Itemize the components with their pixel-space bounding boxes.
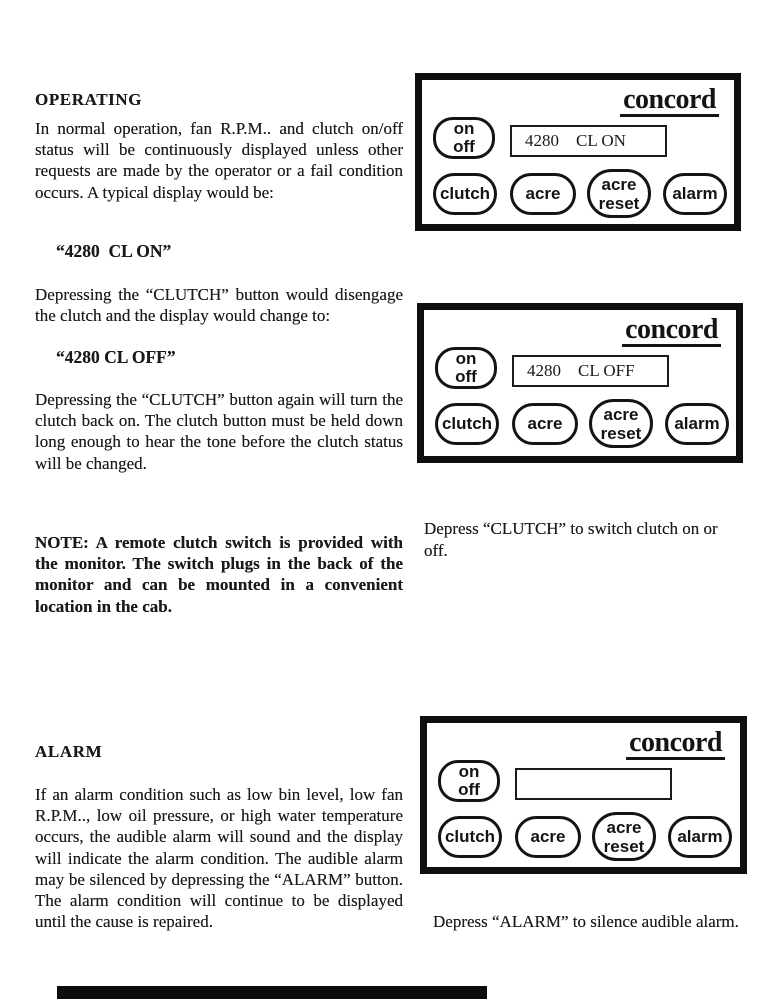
alarm-button: alarm: [663, 173, 727, 215]
on-off-button: on off: [438, 760, 500, 802]
acre-button: acre: [512, 403, 578, 445]
caption-clutch: Depress “CLUTCH” to switch clutch on or off.: [424, 519, 718, 560]
clutch-button: clutch: [435, 403, 499, 445]
alarm-paragraph: If an alarm condition such as low bin level, low fan R.P.M.., low oil pressure, or high water temperature occurs, the audible alarm will sound and the display will indicate the alarm condition. The audible alarm may be silenced by depressing the “ALARM” button. The alarm condition will continue to be displayed until the cause is repaired.: [35, 785, 403, 932]
concord-logo: concord: [620, 85, 719, 117]
acre-reset-button: acre reset: [592, 812, 656, 861]
note-paragraph: NOTE: A remote clutch switch is provided with the monitor. The switch plugs in the back of the monitor and can be mounted in a convenient location in the cab.: [35, 533, 403, 616]
on-off-button: on off: [433, 117, 495, 159]
operating-heading: OPERATING: [35, 90, 143, 109]
alarm-heading: ALARM: [35, 742, 103, 761]
alarm-button: alarm: [668, 816, 732, 858]
display-example-off: “4280 CL OFF”: [56, 347, 176, 367]
acre-button: acre: [510, 173, 576, 215]
monitor-panel-blank: [420, 716, 747, 874]
concord-logo: concord: [622, 315, 721, 347]
clutch-button: clutch: [433, 173, 497, 215]
monitor-panel-cl-off: [417, 303, 743, 463]
operating-intro-paragraph: In normal operation, fan R.P.M.. and clutch on/off status will be continuously displayed unless other requests are made by the operator or a fail condition occurs. A typical display would be:: [35, 119, 403, 202]
acre-button: acre: [515, 816, 581, 858]
concord-logo: concord: [626, 728, 725, 760]
alarm-button: alarm: [665, 403, 729, 445]
clutch-on-paragraph: Depressing the “CLUTCH” button again will turn the clutch back on. The clutch button must be held down long enough to hear the tone before the clutch status will be changed.: [35, 390, 403, 473]
clutch-button: clutch: [438, 816, 502, 858]
clutch-off-paragraph: Depressing the “CLUTCH” button would disengage the clutch and the display would change to:: [35, 285, 403, 326]
scan-artifact-bar: [57, 986, 487, 999]
acre-reset-button: acre reset: [587, 169, 651, 218]
monitor-panel-cl-on: [415, 73, 741, 231]
caption-alarm: Depress “ALARM” to silence audible alarm.: [433, 912, 739, 931]
display-example-on: “4280 CL ON”: [56, 241, 172, 261]
display-readout: 4280 CL OFF: [512, 355, 669, 387]
on-off-button: on off: [435, 347, 497, 389]
display-readout: [515, 768, 672, 800]
acre-reset-button: acre reset: [589, 399, 653, 448]
display-readout: 4280 CL ON: [510, 125, 667, 157]
